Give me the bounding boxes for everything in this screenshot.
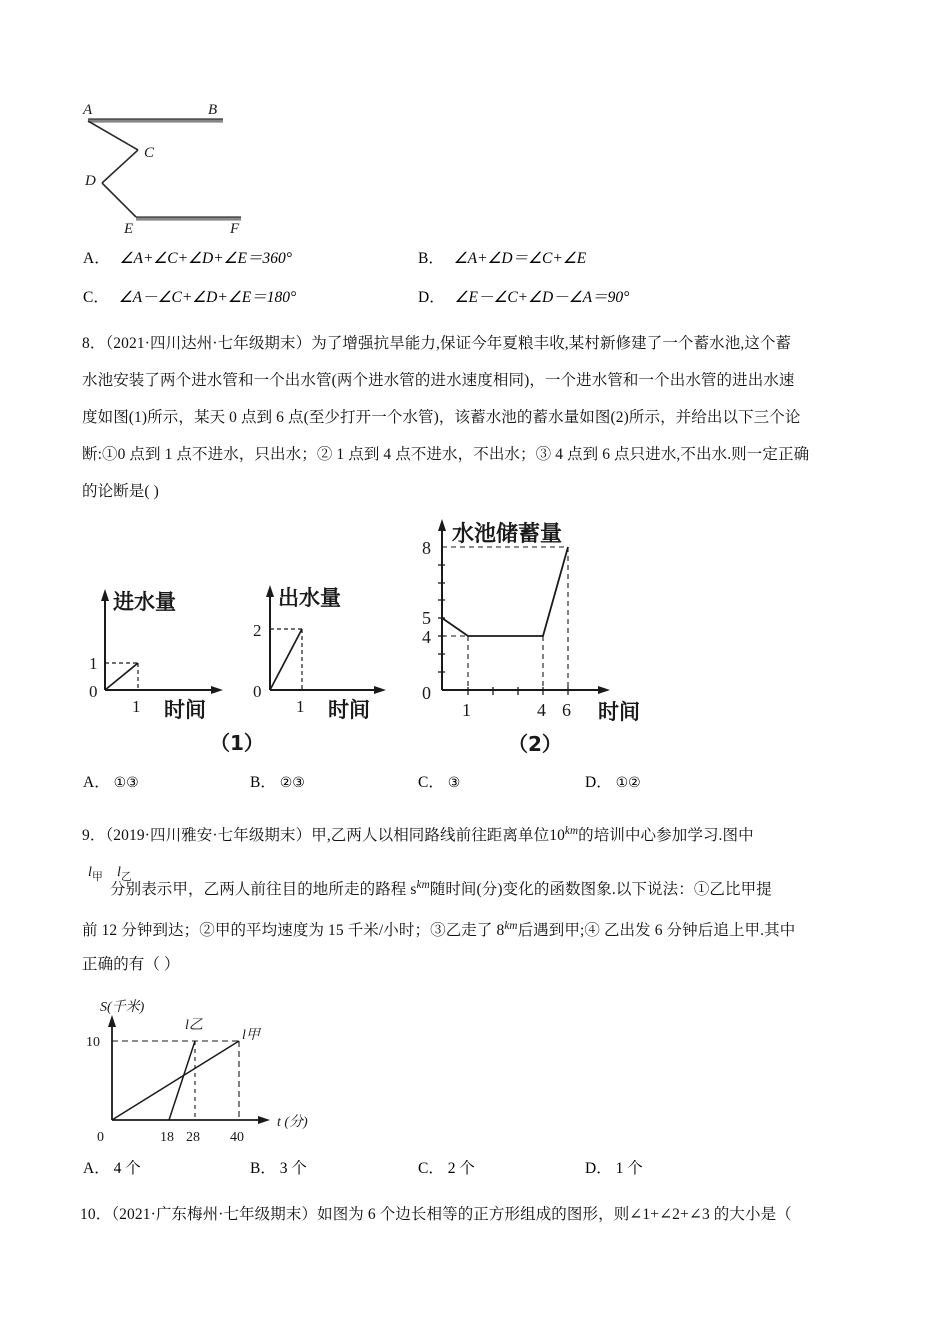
figure-1-caption: （1）: [210, 731, 264, 755]
series-line-yi: [169, 1041, 195, 1120]
inflow-xtick-1: 1: [132, 697, 141, 716]
vertex-label-a: A: [83, 102, 93, 118]
question9-distance-value: 10: [549, 827, 565, 845]
question9-line2-unit: km: [416, 879, 430, 891]
xtick-28: 28: [186, 1130, 200, 1145]
option-d-text: ①②: [615, 775, 641, 791]
question9-option-b[interactable]: [250, 1158, 307, 1180]
question9-line3-a: 前 12 分钟到达；②甲的平均速度为 15 千米/小时；③乙走了 8: [82, 922, 505, 940]
option-b-label: B．: [250, 774, 276, 791]
question10-number: 10．: [80, 1206, 112, 1223]
zigzag-parallel-lines-figure: [78, 100, 298, 235]
outflow-xtick-1: 1: [296, 697, 305, 716]
vertex-label-b: B: [208, 102, 218, 118]
outflow-series-line: [270, 629, 302, 690]
question9-line-2: [110, 876, 900, 899]
question8-option-c[interactable]: [418, 772, 460, 794]
option-a-label: A．: [83, 774, 110, 791]
line-label-jia: l: [88, 865, 92, 880]
option-c-label: C．: [418, 774, 444, 791]
reservoir-storage-chart: [422, 519, 640, 724]
option-c-label: C．: [83, 289, 109, 306]
segment-de: [102, 183, 136, 217]
question8-line-2: 水池安装了两个进水管和一个出水管(两个进水管的进水速度相同)，一个进水管和一个出水管的进出水速: [82, 372, 795, 389]
storage-xlabel: 时间: [598, 700, 640, 724]
ytick-10: 10: [86, 1035, 100, 1050]
question9-option-d[interactable]: [585, 1158, 643, 1180]
question8-option-a[interactable]: [83, 772, 139, 794]
x-axis-arrow-icon: [211, 686, 223, 694]
inflow-ytick-1: 1: [89, 654, 98, 673]
option-b-text: ②③: [279, 775, 305, 791]
outflow-chart-title: 出水量: [278, 586, 341, 610]
option-b-text: 3 个: [279, 1160, 307, 1177]
storage-chart-title: 水池储蓄量: [452, 522, 563, 547]
storage-origin-label: 0: [422, 683, 431, 703]
storage-ytick-8: 8: [422, 538, 431, 558]
storage-xtick-4: 4: [537, 700, 546, 720]
option-a-label: A．: [83, 1160, 110, 1177]
storage-ytick-5: 5: [422, 608, 431, 628]
segment-cd: [102, 150, 138, 183]
line-label-jia-sub: 甲: [92, 871, 103, 884]
option-d-label: D．: [585, 1160, 612, 1177]
inflow-xlabel: 时间: [164, 698, 206, 722]
option-b-label: B．: [250, 1160, 276, 1177]
y-axis-arrow-icon: [266, 585, 274, 597]
outflow-rate-chart: [253, 585, 386, 722]
question9-line1-a: 甲,乙两人以相同路线前往距离单位: [311, 827, 550, 845]
question9-distance-unit: km: [564, 825, 579, 837]
option-d-text: ∠E－∠C+∠D－∠A＝90°: [454, 289, 630, 306]
x-axis-arrow-icon: [598, 686, 610, 694]
question9-line1-b: 的培训中心参加学习.图中: [578, 827, 754, 845]
xtick-40: 40: [230, 1130, 244, 1145]
question10-body: [80, 1205, 910, 1224]
option-d-label: D．: [585, 774, 612, 791]
option-c-text: ∠A－∠C+∠D+∠E＝180°: [118, 289, 297, 306]
option-d-text: 1 个: [615, 1160, 643, 1177]
y-axis-label: S(千米): [100, 1000, 145, 1015]
option-a-text: 4 个: [113, 1160, 141, 1177]
vertex-label-c: C: [144, 145, 155, 161]
question9-line-4: [82, 955, 892, 974]
question8-line-3: 度如图(1)所示，某天 0 点到 6 点(至少打开一个水管)，该蓄水池的蓄水量如图(2)所示，并给出以下三个论: [82, 409, 801, 426]
question9-line4: 正确的有（ ）: [82, 956, 180, 973]
question8-body: [82, 325, 882, 510]
question8-line-5: 的论断是( ): [82, 483, 159, 500]
series-line-jia: [112, 1041, 239, 1120]
question8-option-d[interactable]: [585, 772, 641, 794]
outflow-ytick-2: 2: [253, 621, 262, 640]
question7-option-b[interactable]: [418, 248, 586, 270]
question8-figures: [70, 505, 770, 770]
option-a-text: ∠A+∠C+∠D+∠E＝360°: [119, 250, 292, 267]
x-axis-label: t (分): [277, 1115, 308, 1130]
line-label-yi: l: [116, 865, 121, 880]
inflow-series-line: [105, 663, 138, 690]
x-axis-arrow-icon: [258, 1116, 270, 1124]
vertex-label-e: E: [124, 221, 134, 235]
vertex-label-d: D: [85, 173, 96, 189]
inflow-rate-chart: [89, 589, 223, 722]
vertex-label-f: F: [230, 221, 240, 235]
storage-xtick-6: 6: [562, 700, 571, 720]
question10-text: 如图为 6 个边长相等的正方形组成的图形，则∠1+∠2+∠3 的大小是（: [317, 1206, 792, 1223]
series-label-yi: l乙: [185, 1018, 203, 1033]
question9-line2-a: 分别表示甲，乙两人前往目的地所走的路程 s: [110, 881, 417, 899]
storage-ytick-4: 4: [422, 627, 431, 647]
option-a-label: A．: [83, 250, 110, 267]
question8-line-1: 为了增强抗旱能力,保证今年夏粮丰收,某村新修建了一个蓄水池,这个蓄: [311, 335, 792, 352]
option-a-text: ①③: [113, 775, 139, 791]
inflow-origin-label: 0: [89, 682, 98, 701]
y-axis-arrow-icon: [438, 519, 446, 531]
question9-option-a[interactable]: [83, 1158, 141, 1180]
question8-option-b[interactable]: [250, 772, 305, 794]
option-b-text: ∠A+∠D＝∠C+∠E: [453, 250, 587, 267]
segment-ac: [88, 121, 138, 150]
storage-series-line: [442, 547, 568, 636]
figure-2-caption: （2）: [508, 732, 562, 756]
question9-line3-b: 后遇到甲;④ 乙出发 6 分钟后追上甲.其中: [517, 922, 796, 940]
distance-time-chart: [72, 995, 392, 1155]
question7-option-c[interactable]: [83, 287, 296, 309]
option-c-text: 2 个: [447, 1160, 475, 1177]
y-axis-arrow-icon: [108, 1015, 116, 1027]
question7-option-d[interactable]: [418, 287, 629, 309]
question8-source: （2021·四川达州·七年级期末）: [105, 335, 312, 352]
question9-line-1: [82, 822, 892, 845]
question9-source: （2019·四川雅安·七年级期末）: [105, 827, 312, 845]
question10-source: （2021·广东梅州·七年级期末）: [111, 1206, 318, 1223]
option-b-label: B．: [418, 250, 444, 267]
question8-number: 8．: [82, 335, 106, 352]
line-label-yi-sub: 乙: [120, 871, 132, 884]
question9-line-3: [82, 917, 892, 940]
question9-line2-b: 随时间(分)变化的函数图象.以下说法：①乙比甲提: [429, 881, 772, 899]
question9-option-c[interactable]: [418, 1158, 475, 1180]
storage-xtick-1: 1: [462, 700, 471, 720]
origin-label: 0: [97, 1130, 104, 1145]
option-d-label: D．: [418, 289, 445, 306]
question8-line-4: 断:①0 点到 1 点不进水，只出水；② 1 点到 4 点不进水，不出水；③ 4 点到 6 点只进水,不出水.则一定正确: [82, 446, 810, 463]
option-c-text: ③: [447, 775, 461, 791]
xtick-18: 18: [160, 1130, 174, 1145]
question9-line3-unit: km: [504, 920, 518, 932]
outflow-origin-label: 0: [253, 682, 262, 701]
x-axis-arrow-icon: [374, 686, 386, 694]
inflow-chart-title: 进水量: [113, 590, 176, 614]
option-c-label: C．: [418, 1160, 444, 1177]
question7-option-a[interactable]: [83, 248, 292, 270]
outflow-xlabel: 时间: [328, 698, 370, 722]
question9-number: 9．: [82, 827, 106, 845]
y-axis-arrow-icon: [101, 589, 109, 601]
series-label-jia: l甲: [242, 1028, 260, 1043]
